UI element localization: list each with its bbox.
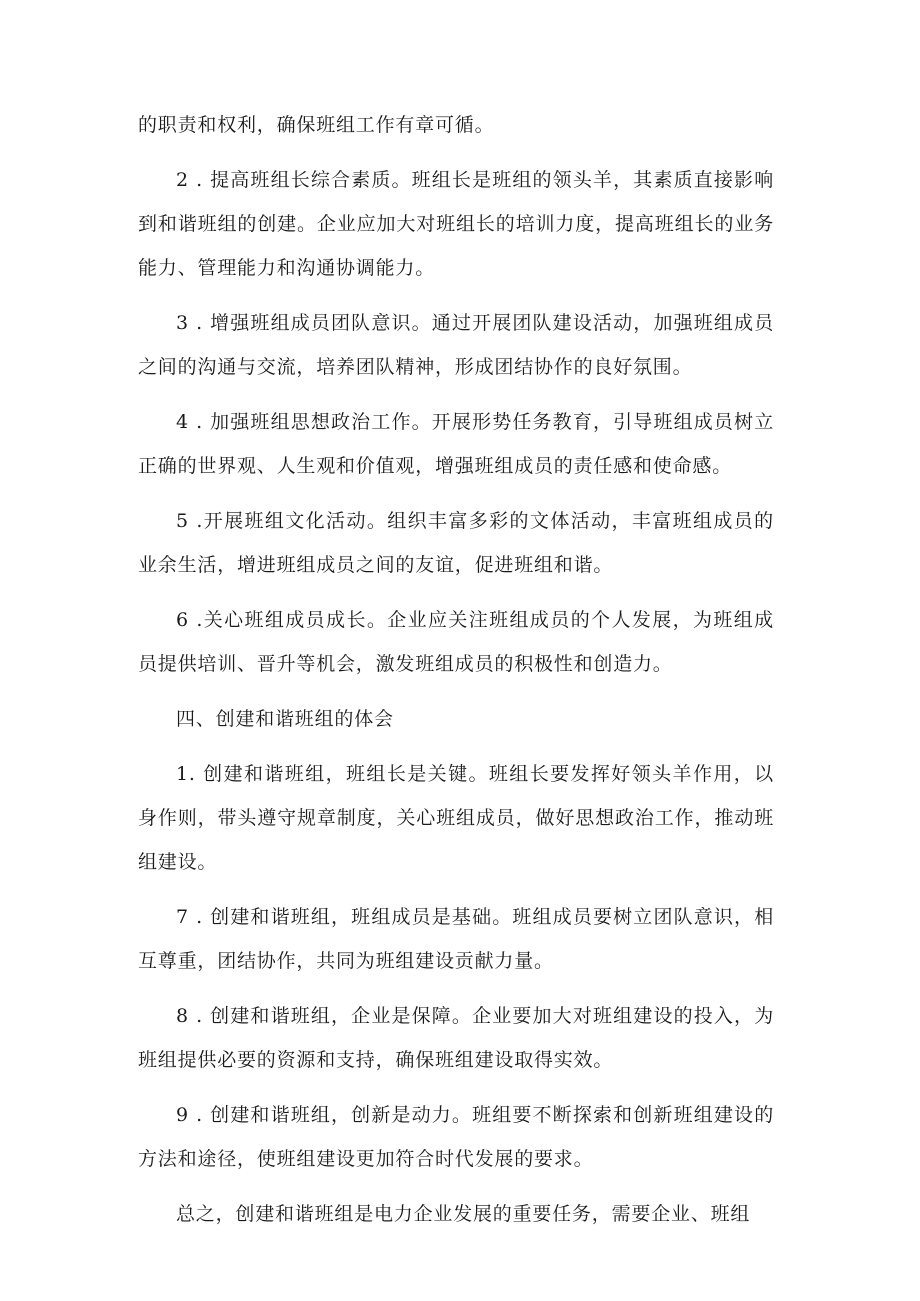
paragraph-conclusion: 总之，创建和谐班组是电力企业发展的重要任务，需要企业、班组 — [176, 1203, 751, 1225]
paragraph-item-6: 6 .关心班组成员成长。企业应关注班组成员的个人发展，为班组成员提供培训、晋升等机会，激发班组成员的积极性和创造力。 — [138, 609, 774, 675]
document-body — [138, 103, 774, 1247]
paragraph-item-3: 3 . 增强班组成员团队意识。通过开展团队建设活动，加强班组成员之间的沟通与交流，培养团队精神，形成团结协作的良好氛围。 — [138, 312, 774, 378]
paragraph-continuation: 的职责和权利，确保班组工作有章可循。 — [138, 114, 495, 136]
paragraph-item-4: 4 . 加强班组思想政治工作。开展形势任务教育，引导班组成员树立正确的世界观、人生观和价值观，增强班组成员的责任感和使命感。 — [138, 411, 774, 477]
paragraph-insight-9: 9 . 创建和谐班组，创新是动力。班组要不断探索和创新班组建设的方法和途径，使班组建设更加符合时代发展的要求。 — [138, 1104, 774, 1170]
paragraph-item-5: 5 .开展班组文化活动。组织丰富多彩的文体活动，丰富班组成员的业余生活，增进班组成员之间的友谊，促进班组和谐。 — [138, 510, 774, 576]
paragraph-insight-1: 1. 创建和谐班组，班组长是关键。班组长要发挥好领头羊作用，以身作则，带头遵守规章制度，关心班组成员，做好思想政治工作，推动班组建设。 — [138, 763, 774, 873]
paragraph-item-2: 2 . 提高班组长综合素质。班组长是班组的领头羊，其素质直接影响到和谐班组的创建。企业应加大对班组长的培训力度，提高班组长的业务能力、管理能力和沟通协调能力。 — [138, 169, 774, 279]
section-heading: 四、创建和谐班组的体会 — [176, 708, 394, 730]
paragraph-insight-8: 8 . 创建和谐班组，企业是保障。企业要加大对班组建设的投入，为班组提供必要的资源和支持，确保班组建设取得实效。 — [138, 1005, 774, 1071]
paragraph-insight-7: 7 . 创建和谐班组，班组成员是基础。班组成员要树立团队意识，相互尊重，团结协作，共同为班组建设贡献力量。 — [138, 906, 774, 972]
